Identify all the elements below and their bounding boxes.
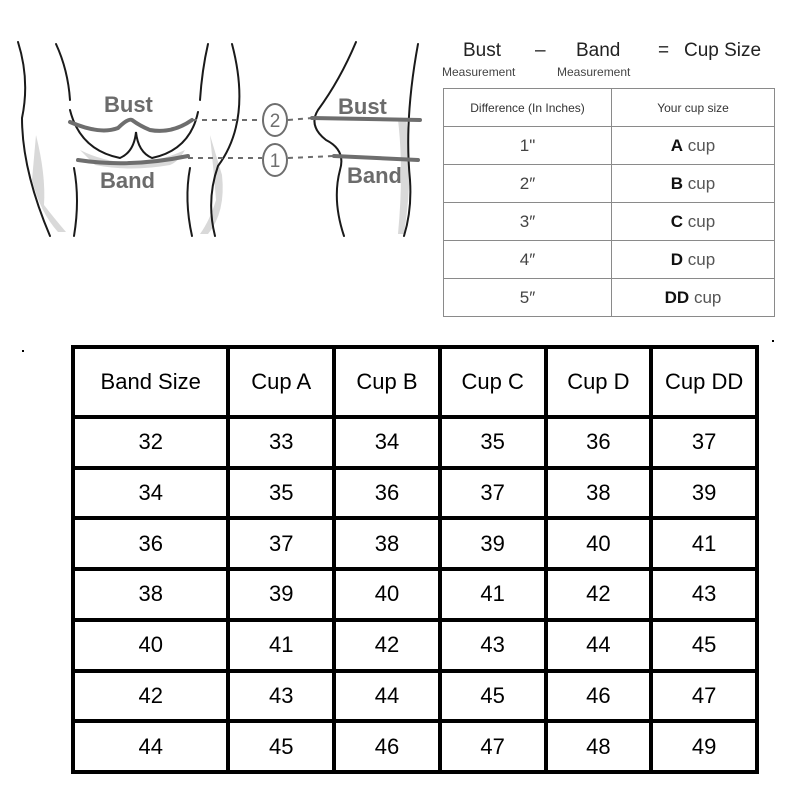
size-table-header [73,347,757,417]
formula-result: Cup Size [684,40,762,61]
header-cup-b: Cup B [334,347,440,417]
cup-dd-cell: 47 [651,671,757,722]
diff-cup [612,279,775,317]
diff-cup [612,127,775,165]
header-cup-a: Cup A [228,347,334,417]
cup-a-cell: 43 [228,671,334,722]
band-size-cell: 44 [73,721,228,772]
cup-c-cell: 47 [440,721,546,772]
cup-b-cell: 44 [334,671,440,722]
band-size-cell: 34 [73,468,228,519]
cup-a-cell: 41 [228,620,334,671]
diff-row [444,279,775,317]
bra-size-table [71,345,759,774]
cup-b-cell: 40 [334,569,440,620]
cup-dd-cell: 37 [651,417,757,468]
cup-d-cell: 42 [546,569,652,620]
cup-a-cell: 45 [228,721,334,772]
formula-bust-sub: Measurement [442,65,516,79]
size-row [73,721,757,772]
size-row [73,417,757,468]
band-size-cell: 36 [73,518,228,569]
cup-d-cell: 46 [546,671,652,722]
diff-cup [612,165,775,203]
band-size-cell: 32 [73,417,228,468]
front-band-label: Band [100,168,155,193]
diff-inches: 1" [444,127,612,165]
side-band-label: Band [347,163,402,188]
cup-letter: DD [664,287,690,307]
cup-a-cell: 37 [228,518,334,569]
size-row [73,620,757,671]
header-cup-c: Cup C [440,347,546,417]
diff-cup [612,241,775,279]
cup-c-cell: 43 [440,620,546,671]
diff-header-cup: Your cup size [612,89,775,127]
formula-equals: = [658,40,670,61]
diff-inches: 4″ [444,241,612,279]
cup-b-cell: 36 [334,468,440,519]
corner-mark [22,350,24,352]
svg-text:2: 2 [269,111,281,132]
diff-table-header [444,89,775,127]
size-row [73,671,757,722]
measurement-illustration [0,0,440,250]
cup-d-cell: 44 [546,620,652,671]
cup-dd-cell: 45 [651,620,757,671]
band-size-cell: 40 [73,620,228,671]
diff-cup [612,203,775,241]
band-size-cell: 42 [73,671,228,722]
cup-d-cell: 36 [546,417,652,468]
diff-inches: 2″ [444,165,612,203]
header-cup-d: Cup D [546,347,652,417]
cup-dd-cell: 49 [651,721,757,772]
cup-a-cell: 35 [228,468,334,519]
cup-b-cell: 46 [334,721,440,772]
cup-c-cell: 39 [440,518,546,569]
header-band-size: Band Size [73,347,228,417]
formula-minus: – [535,40,546,61]
side-bust-label: Bust [338,94,387,119]
cup-d-cell: 48 [546,721,652,772]
size-row [73,569,757,620]
cup-letter: C [670,211,684,231]
diff-row [444,241,775,279]
diff-inches: 5″ [444,279,612,317]
cup-dd-cell: 43 [651,569,757,620]
cup-letter: A [670,135,684,155]
cup-b-cell: 42 [334,620,440,671]
formula-band-sub: Measurement [557,65,631,79]
diff-header-difference: Difference (In Inches) [444,89,612,127]
cup-d-cell: 38 [546,468,652,519]
marker-1 [263,144,287,176]
cup-word: cup [687,135,716,155]
cup-b-cell: 34 [334,417,440,468]
cup-c-cell: 45 [440,671,546,722]
cup-b-cell: 38 [334,518,440,569]
cup-dd-cell: 41 [651,518,757,569]
cup-c-cell: 41 [440,569,546,620]
formula-band: Band [576,40,621,61]
front-bust-label: Bust [104,92,153,117]
cup-difference-table [443,88,775,317]
cup-c-cell: 37 [440,468,546,519]
cup-letter: B [670,173,684,193]
cup-word: cup [693,287,722,307]
cup-a-cell: 39 [228,569,334,620]
marker-2 [263,104,287,136]
header-cup-dd: Cup DD [651,347,757,417]
size-row [73,468,757,519]
corner-mark [772,340,774,342]
diff-row [444,127,775,165]
diff-row [444,203,775,241]
cup-a-cell: 33 [228,417,334,468]
formula-bust: Bust [463,40,502,61]
cup-word: cup [687,249,716,269]
diff-inches: 3″ [444,203,612,241]
diff-row [444,165,775,203]
cup-d-cell: 40 [546,518,652,569]
cup-c-cell: 35 [440,417,546,468]
cup-word: cup [687,211,716,231]
cup-word: cup [687,173,716,193]
svg-text:1: 1 [269,151,281,172]
cup-letter: D [670,249,684,269]
cup-dd-cell: 39 [651,468,757,519]
size-row [73,518,757,569]
band-size-cell: 38 [73,569,228,620]
